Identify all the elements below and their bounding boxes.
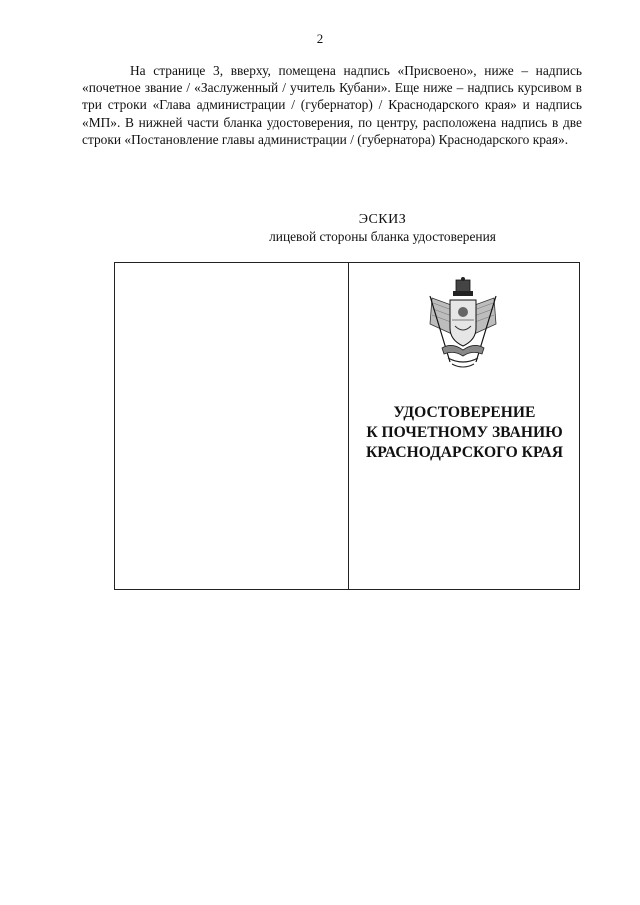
- certificate-title: [349, 403, 580, 463]
- coat-of-arms-icon: [422, 276, 504, 374]
- certificate-title-line: К ПОЧЕТНОМУ ЗВАНИЮ: [366, 424, 563, 441]
- form-right-panel: [349, 263, 580, 589]
- certificate-title-line: КРАСНОДАРСКОГО КРАЯ: [366, 444, 563, 461]
- sketch-title: ЭСКИЗ: [358, 212, 407, 227]
- certificate-title-line: УДОСТОВЕРЕНИЕ: [393, 404, 536, 421]
- certificate-form-sketch: [114, 262, 580, 590]
- sketch-subtitle: лицевой стороны бланка удостоверения: [269, 229, 496, 244]
- form-left-panel: [115, 263, 348, 589]
- body-paragraph: На странице 3, вверху, помещена надпись «Присвоено», ниже – надпись «почетное звание / «Заслуженный / учитель Кубани». Еще ниже – надпись курсивом в три строки «Глава администрации / (губернатор) / Краснодарского края» и надпись «МП». В нижней части бланка удостоверения, по центру, расположена надпись в две строки «Постановление главы администрации / (губернатора) Краснодарского края».: [82, 63, 582, 147]
- page-number: 2: [316, 31, 324, 46]
